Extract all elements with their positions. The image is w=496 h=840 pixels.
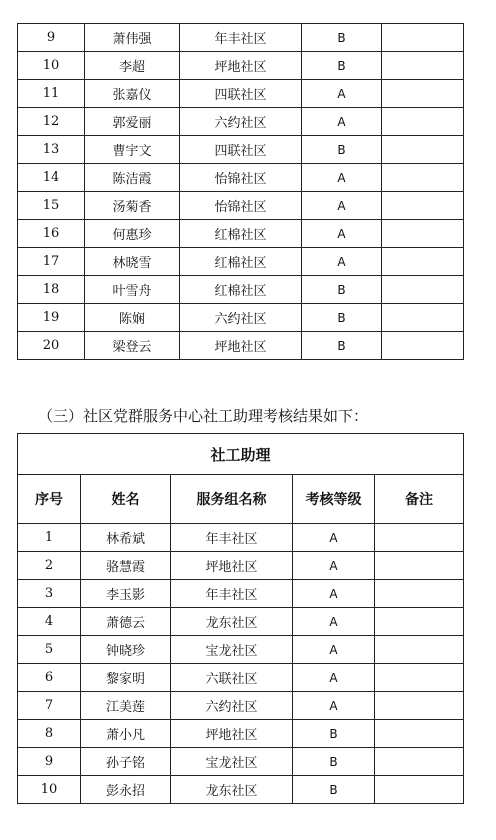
cell-grade: A [293,524,375,552]
cell-name: 萧小凡 [81,720,171,748]
cell-no: 20 [18,332,85,360]
cell-note [375,720,464,748]
cell-grade: A [293,580,375,608]
cell-no: 11 [18,80,85,108]
cell-grade: B [293,776,375,804]
cell-note [375,524,464,552]
cell-no: 6 [18,664,81,692]
cell-note [375,776,464,804]
table-row [18,80,464,108]
cell-name: 彭永招 [81,776,171,804]
cell-grade: A [293,608,375,636]
cell-note [382,192,464,220]
cell-no: 19 [18,304,85,332]
cell-grade: A [302,220,382,248]
cell-org: 坪地社区 [171,552,293,580]
cell-grade: A [293,636,375,664]
header-no: 序号 [18,475,81,524]
cell-note [382,248,464,276]
cell-org: 红棉社区 [180,248,302,276]
cell-grade: B [302,52,382,80]
cell-no: 13 [18,136,85,164]
table-row [18,636,464,664]
table-row [18,52,464,80]
cell-org: 年丰社区 [180,24,302,52]
cell-name: 黎家明 [81,664,171,692]
cell-no: 2 [18,552,81,580]
cell-no: 12 [18,108,85,136]
table-row [18,332,464,360]
cell-org: 红棉社区 [180,220,302,248]
cell-org: 坪地社区 [180,332,302,360]
cell-name: 萧伟强 [85,24,180,52]
cell-note [382,276,464,304]
table-row [18,136,464,164]
cell-name: 叶雪舟 [85,276,180,304]
cell-name: 林希斌 [81,524,171,552]
cell-name: 钟晓珍 [81,636,171,664]
cell-note [375,748,464,776]
cell-org: 宝龙社区 [171,748,293,776]
cell-grade: B [302,136,382,164]
cell-grade: A [302,248,382,276]
table-row [18,608,464,636]
cell-no: 3 [18,580,81,608]
cell-name: 张嘉仪 [85,80,180,108]
cell-name: 何惠珍 [85,220,180,248]
cell-grade: A [302,80,382,108]
cell-name: 曹宇文 [85,136,180,164]
cell-grade: A [293,552,375,580]
cell-org: 六联社区 [171,664,293,692]
table-title: 社工助理 [18,434,464,475]
cell-no: 10 [18,52,85,80]
cell-org: 六约社区 [171,692,293,720]
cell-note [382,108,464,136]
cell-no: 10 [18,776,81,804]
cell-org: 宝龙社区 [171,636,293,664]
header-note: 备注 [375,475,464,524]
cell-grade: B [302,304,382,332]
cell-org: 六约社区 [180,304,302,332]
cell-note [382,80,464,108]
cell-no: 7 [18,692,81,720]
assessment-table-continued [17,23,464,360]
table-row [18,748,464,776]
table-row [18,276,464,304]
header-org: 服务组名称 [171,475,293,524]
cell-org: 年丰社区 [171,580,293,608]
cell-grade: B [302,276,382,304]
cell-org: 六约社区 [180,108,302,136]
cell-org: 四联社区 [180,136,302,164]
cell-grade: A [302,164,382,192]
table-row [18,720,464,748]
cell-name: 陈娴 [85,304,180,332]
cell-note [382,164,464,192]
cell-note [382,332,464,360]
cell-name: 萧德云 [81,608,171,636]
cell-no: 14 [18,164,85,192]
cell-no: 9 [18,748,81,776]
cell-grade: B [302,332,382,360]
cell-no: 9 [18,24,85,52]
table-row [18,108,464,136]
cell-note [382,24,464,52]
cell-note [382,52,464,80]
cell-name: 林晓雪 [85,248,180,276]
cell-note [375,636,464,664]
cell-grade: A [293,692,375,720]
table-row [18,304,464,332]
cell-note [382,136,464,164]
cell-grade: A [302,192,382,220]
cell-no: 16 [18,220,85,248]
cell-name: 陈洁霞 [85,164,180,192]
cell-org: 坪地社区 [180,52,302,80]
table-row [18,164,464,192]
cell-no: 15 [18,192,85,220]
table-body [18,24,464,360]
cell-name: 孙子铭 [81,748,171,776]
cell-note [375,608,464,636]
cell-note [382,304,464,332]
cell-name: 骆慧霞 [81,552,171,580]
table-row [18,524,464,552]
cell-org: 怡锦社区 [180,192,302,220]
cell-org: 红棉社区 [180,276,302,304]
header-name: 姓名 [81,475,171,524]
cell-org: 龙东社区 [171,776,293,804]
cell-name: 梁登云 [85,332,180,360]
table-row [18,192,464,220]
table-row [18,776,464,804]
cell-org: 怡锦社区 [180,164,302,192]
table-row [18,24,464,52]
table-row [18,692,464,720]
cell-org: 年丰社区 [171,524,293,552]
cell-name: 李玉影 [81,580,171,608]
header-grade: 考核等级 [293,475,375,524]
cell-grade: B [293,720,375,748]
cell-note [382,220,464,248]
table-row [18,580,464,608]
table-row [18,220,464,248]
cell-no: 4 [18,608,81,636]
cell-note [375,580,464,608]
cell-org: 坪地社区 [171,720,293,748]
cell-no: 1 [18,524,81,552]
cell-note [375,664,464,692]
cell-name: 郭爱丽 [85,108,180,136]
cell-grade: A [293,664,375,692]
cell-no: 8 [18,720,81,748]
cell-org: 龙东社区 [171,608,293,636]
cell-grade: B [293,748,375,776]
table-body [18,524,464,804]
table-row [18,664,464,692]
cell-grade: A [302,108,382,136]
cell-name: 汤菊香 [85,192,180,220]
cell-note [375,692,464,720]
cell-org: 四联社区 [180,80,302,108]
social-work-assistant-table [17,433,464,804]
cell-name: 江美莲 [81,692,171,720]
cell-note [375,552,464,580]
cell-name: 李超 [85,52,180,80]
table-row [18,552,464,580]
cell-no: 18 [18,276,85,304]
cell-grade: B [302,24,382,52]
table-row [18,248,464,276]
cell-no: 5 [18,636,81,664]
section-heading: （三）社区党群服务中心社工助理考核结果如下： [38,407,369,425]
cell-no: 17 [18,248,85,276]
